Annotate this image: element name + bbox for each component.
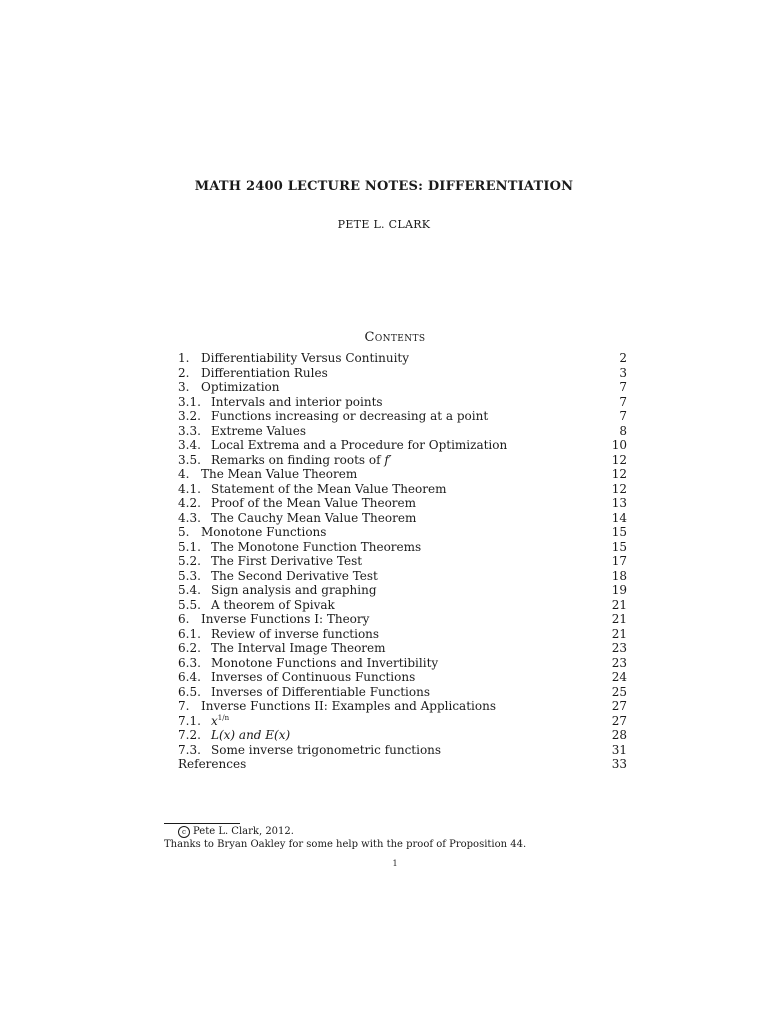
toc-entry-title-text: Sign analysis and graphing (211, 583, 377, 597)
toc-entry-title (211, 438, 603, 453)
toc-entry-number: 7.2. (178, 728, 201, 742)
toc-entry-title (201, 699, 603, 714)
page-title: MATH 2400 LECTURE NOTES: DIFFERENTIATION (194, 179, 574, 194)
toc-entry-page: 12 (611, 481, 627, 496)
toc-entry[interactable] (178, 569, 627, 584)
toc-entry-page: 15 (611, 539, 627, 554)
toc-entry[interactable] (178, 656, 627, 671)
toc-entry-number: 6.1. (178, 626, 201, 641)
toc-entry-page: 17 (611, 554, 627, 568)
toc-entry[interactable] (178, 351, 627, 366)
toc-entry-page: 8 (619, 423, 627, 438)
toc-entry[interactable] (178, 511, 627, 526)
toc-entry-title (211, 482, 603, 497)
toc-entry-page: 31 (611, 742, 627, 757)
toc-entry-title (211, 627, 603, 642)
toc-entry-number: 5.4. (178, 583, 201, 597)
toc-entry-title-text: The First Derivative Test (211, 554, 363, 568)
toc-entry-page: 19 (611, 583, 627, 597)
toc-entry-number: 1. (178, 351, 190, 365)
toc-entry[interactable] (178, 757, 627, 772)
toc-entry-page: 27 (611, 713, 627, 728)
toc-entry-number: 4. (178, 467, 190, 481)
toc-entry[interactable] (178, 670, 627, 685)
toc-entry-number: 7. (178, 699, 190, 713)
toc-entry-title (201, 366, 603, 381)
toc-entry[interactable] (178, 641, 627, 656)
toc-entry-page: 7 (619, 380, 627, 394)
toc-entry[interactable] (178, 482, 627, 497)
toc-entry[interactable] (178, 685, 627, 700)
toc-entry[interactable] (178, 424, 627, 439)
toc-entry[interactable] (178, 467, 627, 482)
toc-entry[interactable] (178, 409, 627, 424)
toc-entry-number: 4.1. (178, 481, 201, 496)
author-name: PETE L. CLARK (337, 218, 431, 231)
toc-entry-number: 3.4. (178, 438, 201, 452)
toc-entry-title (201, 351, 603, 366)
table-of-contents (178, 351, 627, 772)
copyright-footnote (178, 826, 294, 838)
toc-entry-title-text: The Second Derivative Test (211, 568, 378, 583)
toc-entry-title (211, 670, 603, 685)
toc-entry-page: 27 (611, 699, 627, 713)
toc-entry-number: 6.5. (178, 684, 201, 699)
toc-entry[interactable] (178, 612, 627, 627)
toc-entry-page: 12 (611, 467, 627, 481)
toc-entry-number: 3.2. (178, 409, 201, 423)
toc-entry-number: 2. (178, 365, 190, 380)
toc-entry-title (211, 641, 603, 656)
toc-entry-title (201, 380, 603, 395)
toc-entry[interactable] (178, 496, 627, 511)
toc-entry-title (211, 583, 603, 598)
toc-entry-number: 5.2. (178, 554, 201, 568)
toc-entry[interactable] (178, 438, 627, 453)
toc-entry[interactable] (178, 743, 627, 758)
toc-entry-page: 7 (619, 409, 627, 423)
toc-entry-page: 18 (611, 568, 627, 583)
toc-entry-page: 13 (611, 496, 627, 510)
toc-entry-title-text: Statement of the Mean Value Theorem (211, 481, 447, 496)
toc-entry-title-text: Review of inverse functions (211, 626, 380, 641)
toc-entry-page: 3 (619, 365, 627, 380)
toc-entry-title-text: Inverses of Continuous Functions (211, 670, 416, 684)
toc-entry-title-text: Functions increasing or decreasing at a point (211, 409, 489, 423)
toc-entry-title (211, 569, 603, 584)
toc-entry[interactable] (178, 598, 627, 613)
toc-entry[interactable] (178, 525, 627, 540)
toc-entry-page: 28 (611, 728, 627, 742)
toc-entry-title-text: Monotone Functions (201, 525, 327, 539)
toc-entry-title-text: Inverse Functions II: Examples and Applications (201, 699, 496, 713)
page-number: 1 (392, 859, 398, 868)
toc-entry-number: 3.3. (178, 423, 201, 438)
toc-entry-number: 7.3. (178, 742, 201, 757)
toc-entry-title-text: A theorem of Spivak (211, 597, 335, 612)
toc-entry-title (211, 511, 603, 526)
toc-entry-page: 25 (611, 684, 627, 699)
toc-entry-title (211, 728, 603, 743)
toc-entry-title (211, 424, 603, 439)
toc-entry[interactable] (178, 540, 627, 555)
toc-entry[interactable] (178, 395, 627, 410)
toc-entry-title (211, 453, 603, 468)
toc-entry-page: 15 (611, 525, 627, 539)
toc-entry-title (211, 395, 603, 410)
toc-entry-title (201, 525, 603, 540)
toc-entry-math: L(x) and E(x) (211, 728, 291, 742)
toc-entry[interactable] (178, 366, 627, 381)
toc-entry[interactable] (178, 583, 627, 598)
toc-entry-number: 3.1. (178, 394, 201, 409)
toc-entry-page: 21 (611, 626, 627, 641)
toc-entry-page: 23 (611, 641, 627, 655)
toc-entry-page: 24 (611, 670, 627, 684)
toc-entry-number: 5.5. (178, 597, 201, 612)
toc-entry-title-text: Local Extrema and a Procedure for Optimization (211, 438, 508, 452)
toc-entry-page: 23 (611, 655, 627, 670)
toc-entry-number: 3. (178, 380, 190, 394)
toc-entry[interactable] (178, 728, 627, 743)
toc-entry-title (211, 685, 603, 700)
toc-entry[interactable] (178, 699, 627, 714)
toc-entry[interactable] (178, 714, 627, 729)
toc-entry-page: 14 (611, 510, 627, 525)
toc-entry-page: 2 (619, 351, 627, 365)
toc-entry[interactable] (178, 554, 627, 569)
toc-entry-title-text: Extreme Values (211, 423, 307, 438)
toc-entry-number: 4.2. (178, 496, 201, 510)
toc-entry-number: 5.1. (178, 539, 201, 554)
toc-entry-title-text: References (178, 757, 247, 771)
toc-entry-title (211, 540, 603, 555)
toc-entry-number: 6.4. (178, 670, 201, 684)
toc-entry-number: 3.5. (178, 452, 201, 467)
toc-entry[interactable] (178, 627, 627, 642)
toc-entry-title-text: Optimization (201, 380, 280, 394)
toc-entry[interactable] (178, 453, 627, 468)
toc-entry-title (201, 467, 603, 482)
toc-entry-page: 33 (611, 757, 627, 771)
toc-entry-math: x (211, 713, 218, 728)
toc-entry[interactable] (178, 380, 627, 395)
toc-entry-title-text: Inverse Functions I: Theory (201, 612, 370, 626)
toc-entry-number: 6. (178, 612, 190, 626)
toc-entry-title-text: Differentiability Versus Continuity (201, 351, 410, 365)
toc-entry-title-text: The Mean Value Theorem (201, 467, 358, 481)
toc-entry-title-text: The Monotone Function Theorems (211, 539, 422, 554)
toc-entry-title-text: Differentiation Rules (201, 365, 328, 380)
copyright-text: Pete L. Clark, 2012. (193, 826, 294, 837)
toc-entry-title-text: Proof of the Mean Value Theorem (211, 496, 417, 510)
toc-entry-page: 21 (611, 597, 627, 612)
toc-entry-title (211, 409, 603, 424)
toc-entry-title-text: The Cauchy Mean Value Theorem (211, 510, 417, 525)
toc-entry-title-text: Monotone Functions and Invertibility (211, 655, 439, 670)
toc-entry-number: 6.2. (178, 641, 201, 655)
acknowledgement-footnote: Thanks to Bryan Oakley for some help with the proof of Proposition 44. (164, 839, 527, 850)
toc-entry-title-text: Some inverse trigonometric functions (211, 742, 442, 757)
toc-entry-title-text: The Interval Image Theorem (211, 641, 386, 655)
toc-entry-exponent: 1/n (217, 713, 230, 722)
copyright-icon: c (178, 826, 190, 838)
contents-heading: Contents (364, 330, 426, 345)
toc-entry-title (178, 757, 603, 772)
toc-entry-title (211, 496, 603, 511)
toc-entry-number: 5. (178, 525, 190, 539)
toc-entry-title (211, 743, 603, 758)
toc-entry-number: 5.3. (178, 568, 201, 583)
toc-entry-title (211, 598, 603, 613)
toc-entry-page: 10 (611, 438, 627, 452)
toc-entry-math: f′ (384, 452, 392, 467)
toc-entry-number: 6.3. (178, 655, 201, 670)
toc-entry-title (211, 656, 603, 671)
toc-entry-title-text: Remarks on finding roots of (211, 452, 381, 467)
toc-entry-page: 7 (619, 394, 627, 409)
toc-entry-number: 7.1. (178, 713, 201, 728)
toc-entry-number: 4.3. (178, 510, 201, 525)
toc-entry-title (211, 714, 603, 729)
toc-entry-title-text: Intervals and interior points (211, 394, 383, 409)
toc-entry-page: 12 (611, 452, 627, 467)
toc-entry-page: 21 (611, 612, 627, 626)
toc-entry-title (201, 612, 603, 627)
toc-entry-title-text: Inverses of Differentiable Functions (211, 684, 430, 699)
footnote-divider (164, 823, 240, 824)
toc-entry-title (211, 554, 603, 569)
